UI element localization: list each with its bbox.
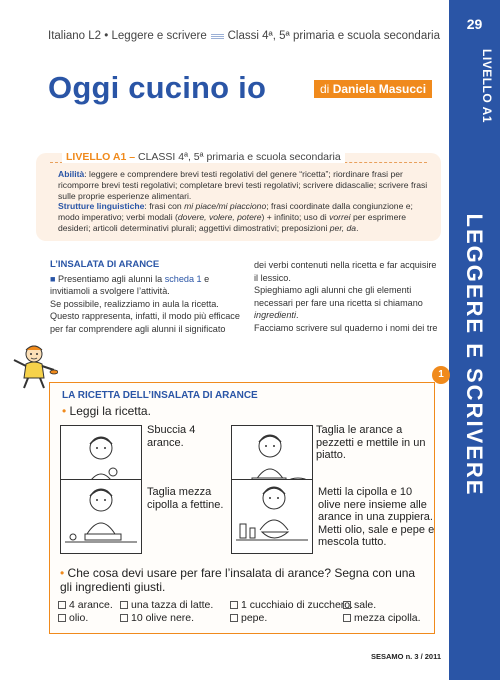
choice-label: 4 arance. — [69, 599, 113, 611]
instruction-text: Leggi la ricetta. — [69, 404, 151, 418]
article-paragraph-2: Se possibile, realizziamo in aula la ricetta. Questo rappresenta, infatti, il modo più efficace per far comprendere agli alunni il significato — [50, 298, 240, 334]
structures-text-1: : frasi con — [144, 201, 185, 212]
child-mixing-icon — [232, 480, 312, 552]
col2-p2-italic: ingredienti — [254, 310, 296, 321]
col2-p2-text-a: Spieghiamo agli alunni che gli elementi necessari per fare una ricetta si chiamano — [254, 285, 423, 308]
article-column-2 — [254, 259, 442, 335]
worksheet-number-badge: 1 — [432, 366, 450, 384]
author-tag — [314, 80, 432, 98]
header-activity: Leggere e scrivere — [111, 30, 207, 42]
structures-text-4: per esprimere desideri; articoli determinativi plurali; aggettivi dimostrativi; preposizioni — [58, 212, 406, 233]
page-footer: SESAMO n. 3 / 2011 — [371, 652, 442, 661]
level-box-heading — [62, 151, 345, 163]
question-bullet-icon: • — [60, 566, 65, 580]
structures-label: Strutture linguistiche — [58, 201, 145, 212]
header-classes: Classi 4ª, 5ª primaria e scuola secondaria — [227, 30, 440, 42]
question-text: Che cosa devi usare per fare l’insalata di arance? Segna con una gli ingredienti giusti. — [60, 566, 416, 594]
article-paragraph-1 — [50, 273, 246, 298]
recipe-step-1: Sbuccia 4 arance. — [147, 424, 196, 449]
section-label: LEGGERE E SCRIVERE — [462, 213, 487, 497]
checkbox[interactable] — [58, 614, 66, 622]
p1-text-a: Presentiamo agli alunni la — [58, 273, 165, 284]
skills-label: Abilità — [58, 169, 85, 179]
header-bullet: • — [104, 30, 109, 42]
recipe-step-3: Taglia mezza cipolla a fettine. — [147, 486, 224, 511]
structures-italic-3: vorrei — [329, 212, 351, 223]
square-bullet-icon: ■ — [50, 273, 56, 284]
author-prefix: di — [320, 82, 330, 96]
col2-p2-text-b: . — [295, 310, 299, 321]
recipe-step-4: Metti la cipolla e 10 olive nere insieme alle arance in una zuppiera. Metti olio, sale e pepe e mescola tutto. — [318, 486, 435, 548]
choice-olio[interactable] — [58, 612, 120, 625]
structures-italic-2: dovere, volere, potere — [177, 212, 262, 223]
level-tab: LIVELLO A1 — [480, 49, 494, 123]
choice-label: 1 cucchiaio di zucchero. — [241, 599, 354, 611]
level-box — [36, 153, 441, 241]
exercise-question — [60, 566, 430, 594]
level-box-body — [58, 169, 430, 234]
running-header — [48, 30, 440, 42]
child-slicing-icon — [61, 480, 141, 552]
worksheet-link[interactable]: scheda 1 — [164, 273, 202, 284]
page-title: Oggi cucino io — [48, 70, 267, 105]
choice-label: una tazza di latte. — [131, 599, 214, 611]
structures-text-5: . — [356, 222, 359, 233]
skills-text: : leggere e comprendere brevi testi regolativi del genere “ricetta”; riordinare frasi per ricomporre brevi testi regolativi; completare brevi testi regolativi; scrivere didascalie; scrivere frasi sulle proprie esperienze alimentari. — [58, 169, 428, 201]
structures-text-3: ) + infinito; uso di — [261, 212, 330, 223]
level-dash: – — [129, 151, 136, 163]
level-label: LIVELLO A1 — [66, 151, 127, 163]
author-name: Daniela Masucci — [332, 82, 427, 96]
checkbox[interactable] — [230, 601, 238, 609]
choices-row-1 — [58, 599, 438, 612]
ingredient-choices — [58, 599, 438, 625]
structures-text-2: ; frasi coordinate dalla congiunzione e; modo imperativo; verbi modali ( — [58, 201, 413, 223]
col2-paragraph-3: Facciamo scrivere sul quaderno i nomi dei tre — [254, 322, 438, 333]
recipe-step-2: Taglia le arance a pezzetti e mettile in un piatto. — [316, 424, 426, 461]
article-heading: L’INSALATA DI ARANCE — [50, 259, 160, 270]
level-classes: CLASSI 4ª, 5ª primaria e scuola secondaria — [137, 151, 341, 163]
choice-pepe[interactable] — [230, 612, 343, 625]
structures-italic-4: per, da — [329, 222, 357, 233]
checkbox[interactable] — [120, 614, 128, 622]
recipe-title: LA RICETTA DELL’INSALATA DI ARANCE — [62, 390, 258, 401]
choice-label: olio. — [69, 612, 89, 624]
col2-paragraph-2 — [254, 284, 442, 322]
col2-paragraph-1: dei verbi contenuti nella ricetta e far acquisire il lessico. — [254, 260, 437, 283]
checkbox[interactable] — [120, 601, 128, 609]
bullet-icon: • — [62, 404, 67, 418]
choice-tazza-latte[interactable] — [120, 599, 230, 612]
choice-mezza-cipolla[interactable] — [343, 612, 421, 625]
checkbox[interactable] — [343, 614, 351, 622]
choice-label: mezza cipolla. — [354, 612, 421, 624]
header-separator — [211, 34, 224, 39]
choice-label: sale. — [354, 599, 377, 611]
choice-label: 10 olive nere. — [131, 612, 195, 624]
choice-label: pepe. — [241, 612, 268, 624]
p1-text-b: e invitiamoli a svolgere l’attività. — [50, 273, 210, 297]
choice-olive-nere[interactable] — [120, 612, 230, 625]
page-number: 29 — [466, 16, 483, 32]
structures-italic-1: mi piace/mi piacciono — [184, 201, 267, 212]
header-subject: Italiano L2 — [48, 30, 102, 42]
checkbox[interactable] — [230, 614, 238, 622]
choice-cucchiaio-zucchero[interactable] — [230, 599, 354, 612]
recipe-instruction — [62, 404, 151, 418]
checkbox[interactable] — [343, 601, 351, 609]
choices-row-2 — [58, 612, 438, 625]
illustration-slicing-onion — [60, 479, 142, 554]
choice-sale[interactable] — [343, 599, 376, 612]
checkbox[interactable] — [58, 601, 66, 609]
choice-4-arance[interactable] — [58, 599, 120, 612]
illustration-mixing-bowl — [231, 479, 313, 554]
article-column-1 — [50, 259, 246, 336]
